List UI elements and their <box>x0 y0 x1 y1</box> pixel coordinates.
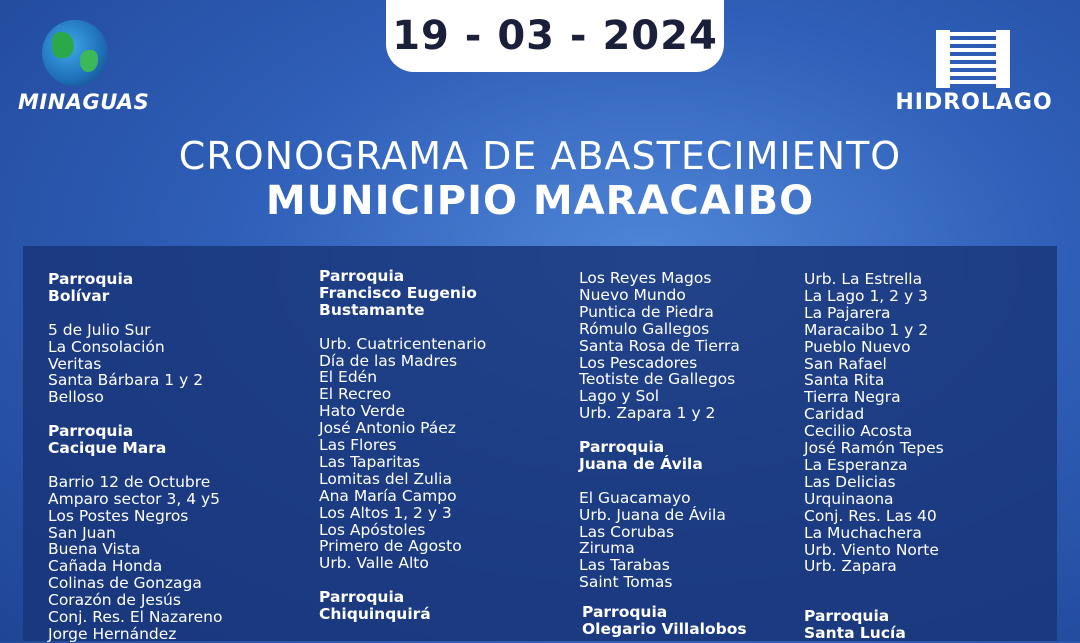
column-4-bottom <box>804 608 906 642</box>
sector-item: Tierra Negra <box>804 388 901 407</box>
sector-item: Corazón de Jesús <box>48 591 181 610</box>
spacer <box>48 305 222 322</box>
sector-item: Lomitas del Zulia <box>319 469 452 488</box>
sector-item: Cañada Honda <box>48 557 163 576</box>
sector-item: Hato Verde <box>319 402 406 421</box>
sector-item: Maracaibo 1 y 2 <box>804 320 929 339</box>
parroquia-heading: Bustamante <box>319 300 425 319</box>
page-subtitle: MUNICIPIO MARACAIBO <box>265 178 815 224</box>
sector-item: La Lago 1, 2 y 3 <box>804 286 928 305</box>
sector-item: Puntica de Piedra <box>579 302 714 321</box>
spacer <box>319 319 486 336</box>
sector-item: Santa Rosa de Tierra <box>579 336 740 355</box>
sector-item: Día de las Madres <box>319 351 458 370</box>
column-4 <box>804 271 944 575</box>
page-title: CRONOGRAMA DE ABASTECIMIENTO <box>178 134 902 178</box>
column-2 <box>319 268 486 623</box>
parroquia-heading: Parroquia <box>319 267 405 285</box>
sector-item: Barrio 12 de Octubre <box>48 472 211 491</box>
sector-item: Lago y Sol <box>579 387 660 406</box>
sector-item: El Edén <box>319 368 378 387</box>
schedule-panel <box>23 246 1057 641</box>
sector-item: La Muchachera <box>804 523 922 542</box>
spacer <box>579 473 740 490</box>
sector-item: Urb. Zapara <box>804 557 897 576</box>
hidrolago-logo <box>884 30 1064 120</box>
sector-item: Teotiste de Gallegos <box>579 370 736 389</box>
sector-item: Los Reyes Magos <box>579 269 712 287</box>
parroquia-heading: Chiquinquirá <box>319 605 431 624</box>
sector-item: Nuevo Mundo <box>579 285 686 304</box>
sector-item: Saint Tomas <box>579 573 673 592</box>
sector-item: Los Postes Negros <box>48 506 189 525</box>
parroquia-heading: Parroquia <box>579 438 665 457</box>
sector-item: Belloso <box>48 388 104 407</box>
sector-item: Los Altos 1, 2 y 3 <box>319 503 452 522</box>
sector-item: Pueblo Nuevo <box>804 337 911 356</box>
sector-item: Jorge Hernández <box>48 624 177 643</box>
parroquia-heading: Bolívar <box>48 286 110 305</box>
minaguas-wordmark: MINAGUAS <box>18 90 150 114</box>
spacer <box>579 422 740 439</box>
sector-item: 5 de Julio Sur <box>48 320 151 339</box>
sector-item: La Consolación <box>48 337 165 356</box>
sector-item: Colinas de Gonzaga <box>48 574 202 593</box>
schedule-date: 19 - 03 - 2024 <box>392 13 718 59</box>
sector-item: Urb. Viento Norte <box>804 540 939 559</box>
hidrolago-h-icon <box>936 30 1010 88</box>
minaguas-logo <box>18 20 150 120</box>
spacer <box>319 572 486 589</box>
sector-item: Urb. Cuatricentenario <box>319 334 487 353</box>
parroquia-heading: Olegario Villalobos <box>582 619 747 638</box>
sector-item: Santa Rita <box>804 371 885 390</box>
sector-item: Primero de Agosto <box>319 537 462 556</box>
sector-item: Urb. Valle Alto <box>319 554 429 573</box>
sector-item: El Recreo <box>319 385 392 404</box>
sector-item: Buena Vista <box>48 540 141 559</box>
parroquia-heading: Parroquia <box>804 607 890 625</box>
sector-item: Urb. Juana de Ávila <box>579 505 726 524</box>
parroquia-heading: Santa Lucía <box>804 623 906 642</box>
sector-item: La Esperanza <box>804 455 908 474</box>
sector-item: Conj. Res. Las 40 <box>804 506 937 525</box>
hidrolago-wordmark: HIDROLAGO <box>895 90 1053 115</box>
column-3 <box>579 270 740 591</box>
parroquia-heading: Parroquia <box>319 588 405 607</box>
parroquia-heading: Francisco Eugenio <box>319 283 477 302</box>
sector-item: San Juan <box>48 523 116 542</box>
sector-item: Urquinaona <box>804 489 894 508</box>
sector-item: San Rafael <box>804 354 887 373</box>
parroquia-heading: Parroquia <box>582 603 668 621</box>
parroquia-heading: Parroquia <box>48 422 134 441</box>
sector-item: José Antonio Páez <box>319 419 456 438</box>
sector-item: Rómulo Gallegos <box>579 319 710 338</box>
sector-item: El Guacamayo <box>579 488 691 507</box>
date-tab <box>386 0 724 72</box>
sector-item: Cecilio Acosta <box>804 422 913 441</box>
sector-item: Las Taparitas <box>319 452 421 471</box>
spacer <box>48 457 222 474</box>
sector-item: Las Tarabas <box>579 556 670 575</box>
column-1 <box>48 271 222 643</box>
parroquia-heading: Cacique Mara <box>48 439 167 458</box>
sector-item: Las Delicias <box>804 472 896 491</box>
sector-item: Caridad <box>804 405 865 424</box>
parroquia-heading: Juana de Ávila <box>579 454 703 473</box>
sector-item: José Ramón Tepes <box>804 439 944 458</box>
sector-item: Ziruma <box>579 539 635 558</box>
sector-item: Los Pescadores <box>579 353 698 372</box>
sector-item: Santa Bárbara 1 y 2 <box>48 371 204 390</box>
sector-item: Las Corubas <box>579 522 675 541</box>
parroquia-heading: Parroquia <box>48 270 134 288</box>
globe-icon <box>42 20 108 86</box>
sector-item: Las Flores <box>319 436 397 455</box>
sector-item: Urb. La Estrella <box>804 270 923 288</box>
spacer <box>48 406 222 423</box>
sector-item: Veritas <box>48 354 102 373</box>
sector-item: La Pajarera <box>804 303 891 322</box>
sector-item: Los Apóstoles <box>319 520 426 539</box>
sector-item: Conj. Res. El Nazareno <box>48 608 223 627</box>
sector-item: Ana María Campo <box>319 486 457 505</box>
column-3-bottom <box>582 604 747 638</box>
sector-item: Amparo sector 3, 4 y5 <box>48 489 221 508</box>
sector-item: Urb. Zapara 1 y 2 <box>579 404 716 423</box>
